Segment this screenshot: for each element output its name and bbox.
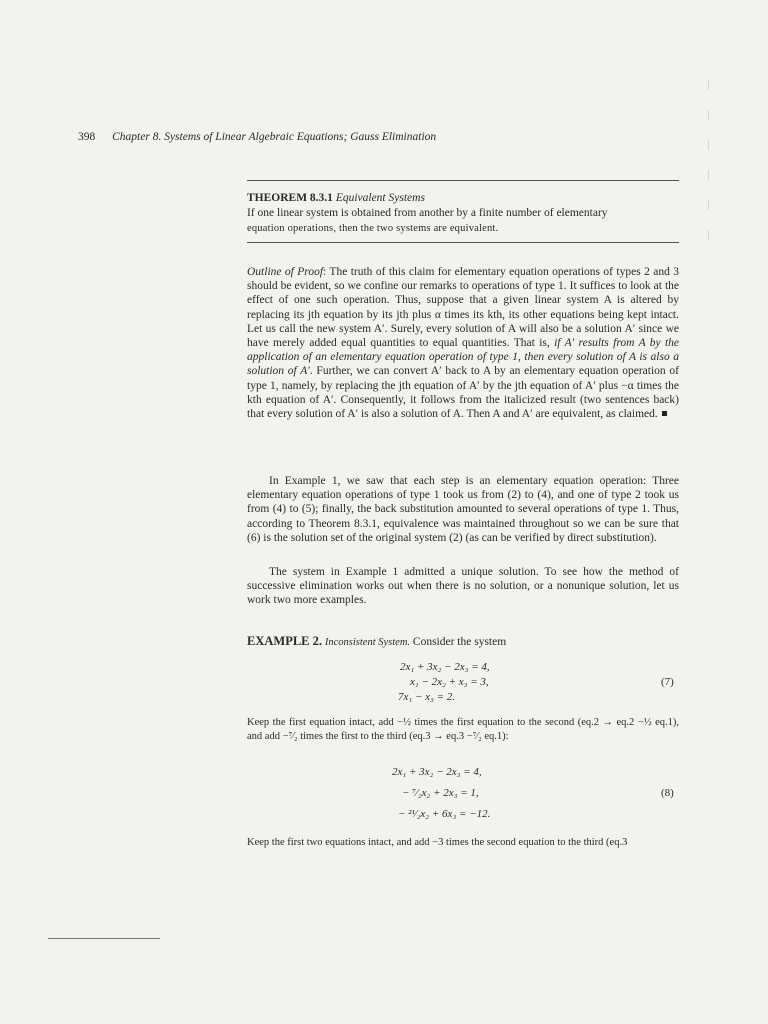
theorem-label: THEOREM 8.3.1 (247, 192, 333, 204)
system-8-eq-2: − ⁷⁄₂x₂ + 2x₃ = 1, (402, 787, 479, 799)
equation-number-8: (8) (661, 787, 674, 799)
system-7-eq-3: 7x₁ − x₃ = 2. (398, 691, 456, 703)
margin-tick (708, 230, 712, 240)
example-heading (247, 634, 506, 649)
theorem-name: Equivalent Systems (335, 192, 425, 204)
proof-italic-result: if A′ results from A by the application of an elementary equation operation of type 1, then every solution of A is also a solution of A′ (247, 337, 680, 378)
system-8-eq-1: 2x₁ + 3x₂ − 2x₃ = 4, (392, 766, 482, 778)
margin-tick (708, 80, 712, 90)
paragraph-step-1: Keep the first equation intact, add −½ times the first equation to the second (eq.2 → eq.2 −½ eq.1), and add −⁷⁄₂ times the first to the third (eq.3 → eq.3 −⁷⁄₂ eq.1): (247, 717, 679, 743)
theorem-top-rule (247, 180, 679, 181)
paragraph-transition: The system in Example 1 admitted a unique solution. To see how the method of successive elimination works out when there is no solution, or a nonunique solution, let us work two more examples. (247, 566, 679, 607)
theorem-bottom-rule (247, 242, 679, 243)
chapter-title: Chapter 8. Systems of Linear Algebraic Equations; Gauss Elimination (112, 131, 437, 143)
margin-tick (708, 200, 712, 210)
example-name: Inconsistent System. (324, 637, 411, 648)
proof-text-2: . Further, we can convert A′ back to A by an elementary equation operation of type 1, namely, by replacing the jth equation of A′ by the jth equation of A′ plus −α times the kth equation of A′. Consequently, it follows from the italicized result (two sentences back) that every solution of A′ is also a solution of A. Then A and A′ are equivalent, as claimed. (247, 365, 679, 421)
system-7-eq-2: x₁ − 2x₂ + x₃ = 3, (410, 676, 489, 688)
proof-text-1: : The truth of this claim for elementary equation operations of types 2 and 3 should be evident, so we confine our remarks to operations of type 1. It suffices to look at the effect of one such operation. Thus, suppose that a given linear system A is altered by replacing its jth equation by its jth plus α times its kth, its other equations being kept intact. Let us call the new system A′. Surely, every solution of A will also be a solution A′ since we have merely added equal quantities to equal quantities. That is, (247, 266, 679, 350)
system-7-eq-1: 2x₁ + 3x₂ − 2x₃ = 4, (400, 661, 490, 673)
proof-lead: Outline of Proof (247, 266, 324, 278)
system-8-eq-3: − ²¹⁄₂x₂ + 6x₃ = −12. (398, 808, 491, 820)
proof-paragraph (247, 265, 679, 421)
example-intro: Consider the system (412, 636, 507, 648)
theorem-statement-line-1: If one linear system is obtained from another by a finite number of elementary (247, 207, 608, 219)
theorem-box (247, 191, 679, 236)
qed-mark (662, 411, 667, 416)
running-header (78, 131, 678, 143)
page-number: 398 (78, 131, 96, 143)
example-label: EXAMPLE 2. (247, 634, 322, 648)
theorem-statement-line-2: equation operations, then the two systems are equivalent. (247, 223, 499, 234)
paragraph-equivalence: In Example 1, we saw that each step is an elementary equation operation: Three elementary equation operations of type 1 took us from (2) to (4), and one of type 2 took us from (4) to (5); finally, the back substitution amounted to several operations of type 1. Thus, according to Theorem 8.3.1, equivalence was maintained throughout so we can be sure that (6) is the solution set of the original system (2) (as can be verified by direct substitution). (247, 475, 679, 544)
margin-tick (708, 110, 712, 120)
margin-tick (708, 170, 712, 180)
footnote-rule (48, 938, 160, 939)
margin-tick (708, 140, 712, 150)
paragraph-step-2: Keep the first two equations intact, and add −3 times the second equation to the third (eq.3 (247, 837, 628, 848)
equation-number-7: (7) (661, 676, 674, 688)
